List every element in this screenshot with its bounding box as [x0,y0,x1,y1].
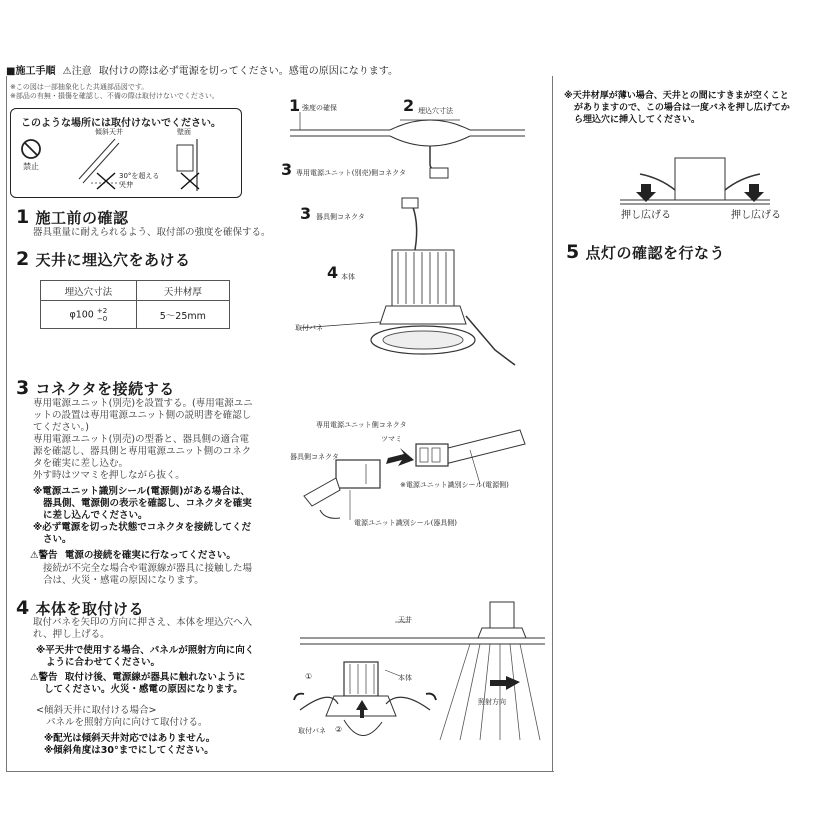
column-divider [552,76,553,772]
diag-n3b-label: 器具側コネクタ [316,213,365,221]
diag-n2-label: 埋込穴寸法 [418,107,453,115]
step3-warning-body [43,563,252,587]
direction-arrow-icon [490,676,520,690]
right-note-line: ※天井材厚が薄い場合、天井との間にすきまが空くこと [564,91,789,101]
knob-label: ツマミ [381,435,402,443]
prohibition-box [10,108,242,198]
step4-warning-line: してください。火災・感電の原因になります。 [44,684,243,695]
ceiling-label: 天井 [398,616,412,624]
slope-ceiling-drawing [300,602,545,740]
hole-dimension-table [40,280,230,329]
step3-warning-label: ⚠警告 [30,550,58,561]
step5-number: 5 [566,241,580,263]
step4-title: 本体を取付ける [35,600,144,618]
caution-text: 取付けの際は必ず電源を切ってください。感電の原因になります。 [98,66,398,77]
psu-cable-drawing [416,430,525,466]
angle-label-1: 30°を超える [119,172,160,180]
diag-n4-label: 本体 [341,273,355,281]
fixture-cable-drawing [304,460,380,518]
installation-diagram-bottom [290,600,550,760]
diag-spring-label: 取付バネ [295,324,323,332]
angle-label-2: 天井 [119,181,133,189]
step3-warning-line: 合は、火災・感電の原因になります。 [43,575,204,586]
step4-slope-note: ※傾斜角度は30°までにしてください。 [44,745,214,756]
step4-note-line: ※平天井で使用する場合、パネルが照射方向に向く [36,645,255,656]
circle-2-label: ② [335,725,343,734]
step2-number: 2 [16,248,30,270]
slope-label: 傾斜天井 [95,128,123,136]
mounting-drawing [294,662,436,736]
wall-drawing [177,139,199,191]
diag-n3b: 3 [300,204,312,223]
note-line-2: ※部品の有無・損傷を確認し、不備の際は取付けないでください。 [10,92,219,100]
step3-line: タを確実に差し込む。 [33,458,129,469]
step4-line: 取付バネを矢印の方向に押さえ、本体を埋込穴へ入 [33,617,253,628]
step3-warning-line: 接続が不完全な場合や電源線が器具に接触した場 [43,563,253,574]
step5-heading [566,241,725,263]
step3-title: コネクタを接続する [35,380,175,398]
step3-notes [33,486,252,546]
step3-warning-heading [30,550,236,562]
step1-title: 施工前の確認 [35,209,129,227]
prohibit-label: 禁止 [23,162,39,171]
step2-title: 天井に埋込穴をあける [35,251,191,269]
step4-note-line: ように合わせてください。 [46,657,161,668]
step1-number: 1 [16,206,30,228]
right-note [564,90,790,126]
caution-label: ⚠注意 [62,66,92,77]
step4-heading [16,597,144,619]
circle-1-label: ① [305,672,313,681]
wall-label: 壁面 [177,128,191,136]
step3-note-line: さい。 [43,534,72,545]
step4-number: 4 [16,597,30,619]
psu-seal-label: ※電源ユニット識別シール(電源側) [400,481,509,489]
step3-note-line: ※電源ユニット識別シール(電源側)がある場合は、 [33,486,250,497]
diag-n1: 1 [289,96,301,115]
step3-note-line: に差し込んでください。 [43,510,148,521]
step4-warning-label: ⚠警告 [30,672,58,683]
step4-slope-notes [44,733,215,757]
fixture-connector-label: 器具側コネクタ [290,453,339,461]
step4-warning-line: 取付け後、電源線が器具に触れないように [64,672,246,683]
push-left-label: 押し広げる [621,210,671,221]
push-down-arrow-icon [744,184,764,202]
step4-line: れ、押し上げる。 [33,629,110,640]
hole-value-cell [41,301,137,329]
step3-line: ットの設置は専用電源ユニット側の説明書を確認し [33,410,252,421]
push-right-label: 押し広げる [731,210,781,221]
step3-line: てください。) [33,422,89,433]
header-title: ■施工手順 [6,66,56,77]
step4-warning [30,672,245,696]
diag-n4: 4 [327,263,339,282]
table-header-thickness: 天井材厚 [136,281,229,301]
step1-heading [16,206,128,228]
fixture-seal-label: 電源ユニット識別シール(器具側) [354,519,458,527]
step3-line: 源を確認し、器具側と専用電源ユニット側のコネク [33,446,252,457]
hole-tolerance [97,307,107,323]
step3-heading [16,377,175,399]
step4-slope-title: <傾斜天井に取付ける場合> [36,705,157,716]
right-note-line: がありますので、この場合は一度バネを押し広げてか [574,103,790,113]
installation-diagram-top [280,90,540,380]
insert-arrow-icon [386,448,414,466]
step3-line: 専用電源ユニット(別売)の型番と、器具側の適合電 [33,434,250,445]
diag-n3a: 3 [281,160,293,179]
step1-text: 器具重量に耐えられるよう、取付部の強度を確保する。 [33,227,271,238]
right-note-line: ら埋込穴に挿入してください。 [574,115,701,125]
diag-n3a-label: 専用電源ユニット(別売)側コネクタ [296,169,407,177]
note-line-1: ※この図は一部抽象化した共通部品図です。 [10,83,149,91]
psu-connector-label: 専用電源ユニット側コネクタ [316,421,407,429]
step3-note-line: 器具側、電源側の表示を確認し、コネクタを確実 [43,498,252,509]
prohibition-title: このような場所には取付けないでください。 [21,118,221,129]
push-down-arrow-icon [636,184,656,202]
step4-body [33,617,252,641]
body-label: 本体 [398,674,412,682]
step3-body [33,398,253,482]
table-header-hole: 埋込穴寸法 [41,281,137,301]
thickness-value: 5〜25mm [136,301,229,329]
diag-n1-label: 強度の確保 [302,104,337,112]
tolerance-minus: −0 [96,314,108,323]
page-header [6,62,398,77]
step3-line: 専用電源ユニット(別売)を設置する。(専用電源ユニ [33,398,253,409]
tolerance-plus: +2 [96,306,108,315]
step3-number: 3 [16,377,30,399]
step4-slope-note: ※配光は傾斜天井対応ではありません。 [44,733,216,744]
prohibit-icon [22,140,40,158]
diag-n2: 2 [403,96,415,115]
step3-line: 外す時はツマミを押しながら抜く。 [33,470,185,481]
step2-heading [16,248,190,270]
step3-warning-title: 電源の接続を確実に行なってください。 [64,550,236,561]
step3-note-line: ※必ず電源を切った状態でコネクタを接続してくだ [33,522,252,533]
direction-label: 照射方向 [478,698,506,706]
step5-title: 点灯の確認を行なう [585,244,725,262]
step4-notes [36,645,254,669]
spring-label: 取付バネ [298,727,326,735]
step4-slope-text: パネルを照射方向に向けて取付ける。 [46,717,208,728]
hole-value: φ100 [69,309,94,320]
